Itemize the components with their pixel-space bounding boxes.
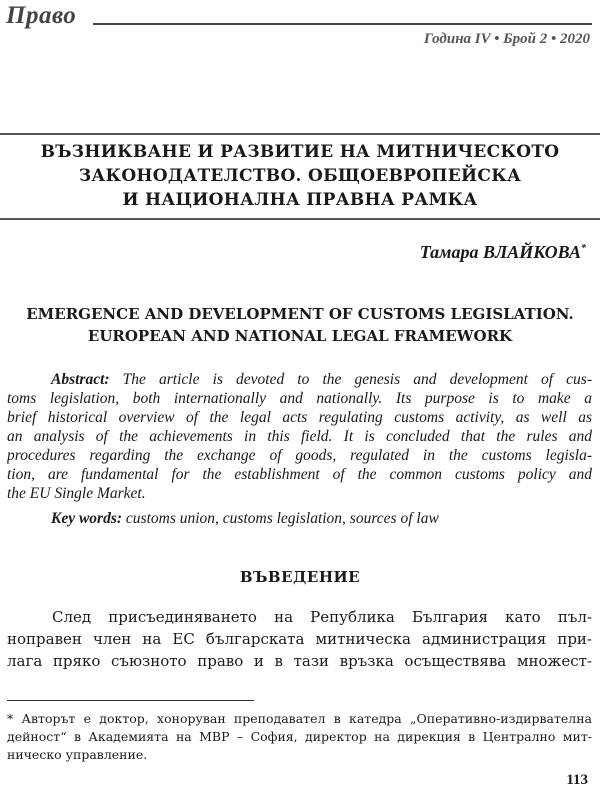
- footnote-line: дейност“ в Академията на МВР – София, директор на дирекция в Централно мит-: [7, 729, 592, 744]
- abstract-text: The article is devoted to the genesis and development of cus-: [109, 371, 592, 388]
- title-bg-line: И НАЦИОНАЛНА ПРАВНА РАМКА: [122, 190, 478, 210]
- body-line: ноправен член на ЕС българската митническа администрация при-: [7, 630, 592, 648]
- title-bg-line: ВЪЗНИКВАНЕ И РАЗВИТИЕ НА МИТНИЧЕСКОТО: [40, 142, 560, 162]
- abstract-line: toms legislation, both internationally and nationally. Its purpose is to make a: [7, 390, 592, 407]
- keywords-label: Key words:: [51, 510, 123, 527]
- abstract-line: an analysis of the achievements in this field. It is concluded that the rules and: [7, 428, 592, 445]
- title-en-line: EMERGENCE AND DEVELOPMENT OF CUSTOMS LEGISLATION.: [26, 305, 574, 323]
- author-name: Тамара ВЛАЙКОВА: [419, 242, 581, 262]
- title-bottom-rule: [0, 218, 600, 220]
- title-bg-line: ЗАКОНОДАТЕЛСТВО. ОБЩОЕВРОПЕЙСКА: [78, 166, 522, 186]
- abstract-label: Abstract:: [51, 371, 110, 388]
- header-rule: [93, 23, 592, 25]
- footnote: [7, 710, 592, 764]
- abstract: [7, 370, 592, 503]
- abstract-line: brief historical overview of the legal acts regulating customs activity, as well as: [7, 409, 592, 426]
- issue-info: Година IV • Брой 2 • 2020: [423, 31, 590, 47]
- keywords: [51, 510, 439, 528]
- title-en-line: EUROPEAN AND NATIONAL LEGAL FRAMEWORK: [87, 327, 513, 345]
- footnote-line: * Авторът е доктор, хоноруван преподавател в катедра „Оперативно-издирвателна: [7, 711, 592, 726]
- body-line: След присъединяването на Република България като пъл-: [52, 608, 592, 626]
- body-line: лага пряко съюзното право и в тази връзка осъществява множест-: [7, 652, 592, 670]
- body-text: [7, 606, 592, 672]
- page-number: 113: [566, 772, 588, 788]
- abstract-line: the EU Single Market.: [7, 485, 146, 502]
- title-top-rule: [0, 133, 600, 135]
- footnote-line: ническо управление.: [7, 747, 148, 762]
- footnote-mark: *: [581, 243, 586, 254]
- journal-title: Право: [6, 2, 77, 29]
- keywords-text: customs union, customs legislation, sources of law: [122, 510, 439, 527]
- footnote-rule: [7, 700, 254, 701]
- article-title-bg: [0, 140, 600, 212]
- article-title-en: [0, 303, 600, 347]
- author: [420, 242, 586, 263]
- abstract-line: tion, are fundamental for the establishment of the common customs policy and: [7, 466, 592, 483]
- abstract-line: [7, 370, 592, 389]
- abstract-line: procedures regarding the exchange of goods, regulated in the customs legisla-: [7, 447, 592, 464]
- section-heading: ВЪВЕДЕНИЕ: [239, 568, 361, 586]
